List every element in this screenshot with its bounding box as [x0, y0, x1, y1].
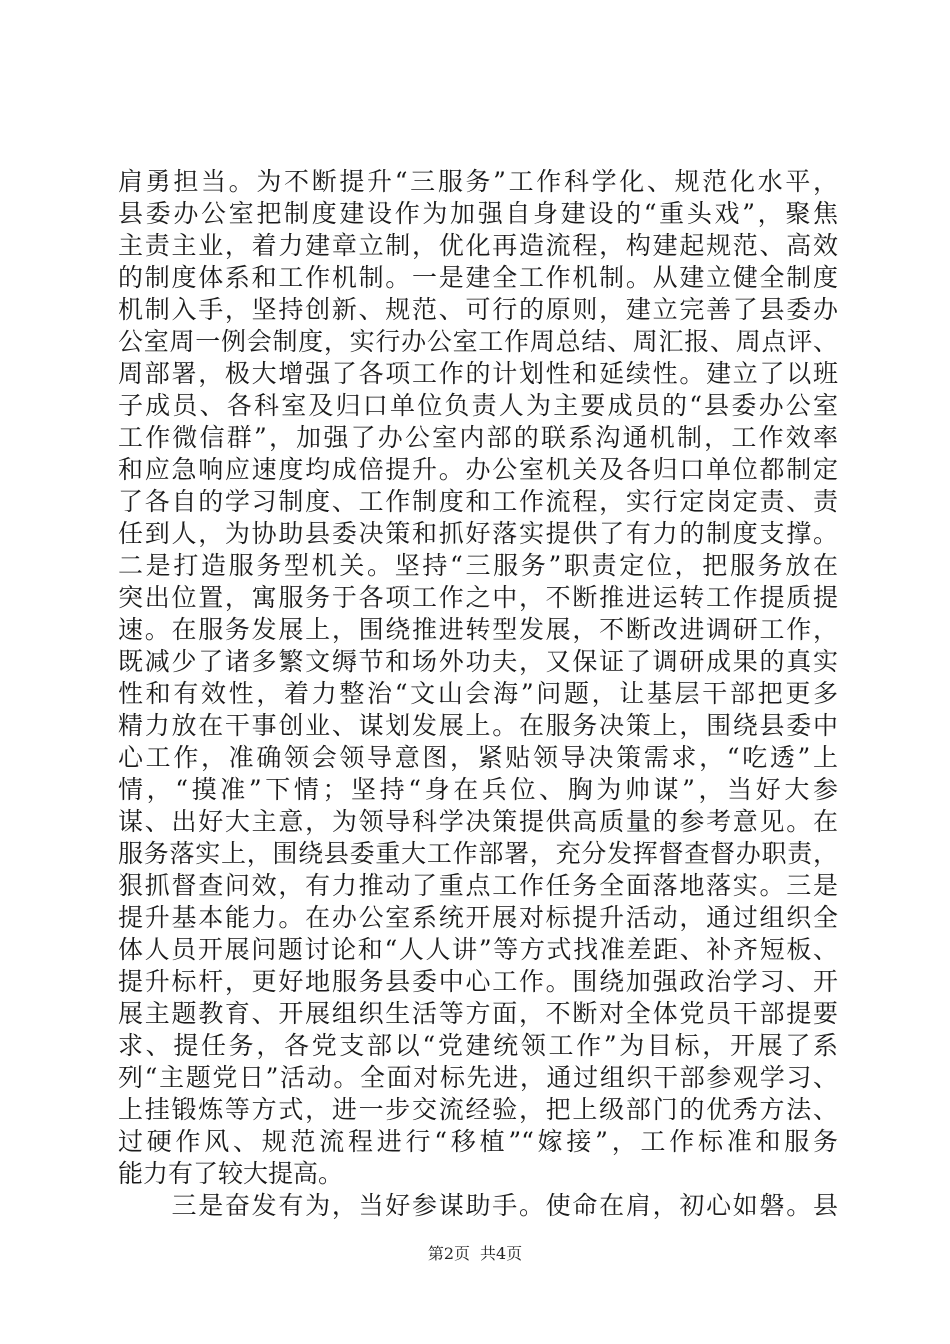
text-line: 展主题教育、开展组织生活等方面，不断对全体党员干部提要: [118, 999, 838, 1028]
text-line: 肩勇担当。为不断提升“三服务”工作科学化、规范化水平，: [118, 167, 838, 196]
text-line: 心工作，准确领会领导意图，紧贴领导决策需求，“吃透”上: [118, 743, 838, 772]
text-line: 县委办公室把制度建设作为加强自身建设的“重头戏”，聚焦: [118, 199, 838, 228]
text-line: 和应急响应速度均成倍提升。办公室机关及各归口单位都制定: [118, 455, 838, 484]
text-line: 精力放在干事创业、谋划发展上。在服务决策上，围绕县委中: [118, 711, 838, 740]
text-line: 求、提任务，各党支部以“党建统领工作”为目标，开展了系: [118, 1031, 838, 1060]
text-line: 过硬作风、规范流程进行“移植”“嫁接”，工作标准和服务: [118, 1127, 838, 1156]
text-line: 主责主业，着力建章立制，优化再造流程，构建起规范、高效: [118, 231, 838, 260]
text-line: 列“主题党日”活动。全面对标先进，通过组织干部参观学习、: [118, 1063, 838, 1092]
text-line: 谋、出好大主意，为领导科学决策提供高质量的参考意见。在: [118, 807, 838, 836]
text-line: 工作微信群”，加强了办公室内部的联系沟通机制，工作效率: [118, 423, 838, 452]
text-line: 狠抓督查问效，有力推动了重点工作任务全面落地落实。三是: [118, 871, 838, 900]
text-line: 速。在服务发展上，围绕推进转型发展，不断改进调研工作，: [118, 615, 838, 644]
text-line: 服务落实上，围绕县委重大工作部署，充分发挥督查督办职责，: [118, 839, 838, 868]
paragraph-start-line: 三是奋发有为，当好参谋助手。使命在肩，初心如磐。县: [118, 1191, 838, 1220]
text-line: 机制入手，坚持创新、规范、可行的原则，建立完善了县委办: [118, 295, 838, 324]
text-line: 了各自的学习制度、工作制度和工作流程，实行定岗定责、责: [118, 487, 838, 516]
document-body: [118, 166, 838, 1222]
text-line: 提升基本能力。在办公室系统开展对标提升活动，通过组织全: [118, 903, 838, 932]
text-line: 的制度体系和工作机制。一是建全工作机制。从建立健全制度: [118, 263, 838, 292]
text-line: 二是打造服务型机关。坚持“三服务”职责定位，把服务放在: [118, 551, 838, 580]
page-total: 共4页: [480, 1244, 523, 1263]
text-line: 突出位置，寓服务于各项工作之中，不断推进运转工作提质提: [118, 583, 838, 612]
text-line: 上挂锻炼等方式，进一步交流经验，把上级部门的优秀方法、: [118, 1095, 838, 1124]
text-line: 情，“摸准”下情；坚持“身在兵位、胸为帅谋”，当好大参: [118, 775, 838, 804]
text-line: 公室周一例会制度，实行办公室工作周总结、周汇报、周点评、: [118, 327, 838, 356]
page-footer: [0, 1244, 950, 1264]
text-line: 既减少了诸多繁文缛节和场外功夫，又保证了调研成果的真实: [118, 647, 838, 676]
text-line: 性和有效性，着力整治“文山会海”问题，让基层干部把更多: [118, 679, 838, 708]
text-line: 周部署，极大增强了各项工作的计划性和延续性。建立了以班: [118, 359, 838, 388]
text-line: 任到人，为协助县委决策和抓好落实提供了有力的制度支撑。: [118, 519, 838, 548]
page-number: 第2页: [427, 1244, 470, 1263]
text-line: 体人员开展问题讨论和“人人讲”等方式找准差距、补齐短板、: [118, 935, 838, 964]
text-line: 能力有了较大提高。: [118, 1159, 344, 1188]
text-line: 提升标杆，更好地服务县委中心工作。围绕加强政治学习、开: [118, 967, 838, 996]
text-line: 子成员、各科室及归口单位负责人为主要成员的“县委办公室: [118, 391, 838, 420]
